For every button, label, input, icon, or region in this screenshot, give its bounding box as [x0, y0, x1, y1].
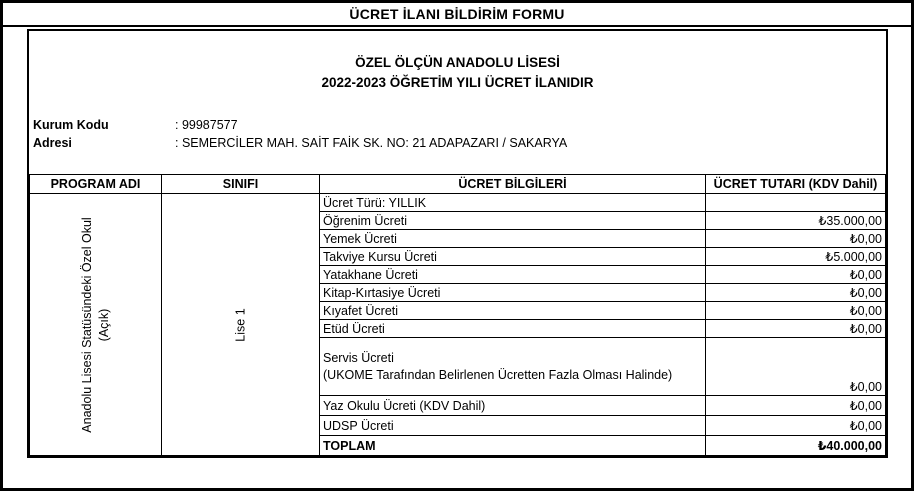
fee-amount: ₺35.000,00	[706, 212, 886, 230]
fee-table	[29, 174, 886, 456]
fee-label: Kıyafet Ücreti	[320, 302, 706, 320]
form-body	[27, 29, 888, 458]
fee-label: Yemek Ücreti	[320, 230, 706, 248]
school-name: ÖZEL ÖLÇÜN ANADOLU LİSESİ	[355, 55, 560, 70]
fee-amount: ₺0,00	[706, 320, 886, 338]
fee-label: Ücret Türü: YILLIK	[320, 194, 706, 212]
fee-amount: ₺0,00	[706, 338, 886, 396]
table-row	[30, 194, 886, 212]
adresi-row	[33, 134, 886, 152]
servis-label-line1: Servis Ücreti	[323, 350, 394, 365]
fee-label: Yaz Okulu Ücreti (KDV Dahil)	[320, 396, 706, 416]
sinif-cell	[162, 194, 320, 456]
header-program-adi: PROGRAM ADI	[30, 175, 162, 194]
fee-label: Yatakhane Ücreti	[320, 266, 706, 284]
adresi-value: : SEMERCİLER MAH. SAİT FAİK SK. NO: 21 ADAPAZARI / SAKARYA	[175, 136, 568, 150]
fee-amount: ₺0,00	[706, 230, 886, 248]
fee-label: Etüd Ücreti	[320, 320, 706, 338]
header-sinifi: SINIFI	[162, 175, 320, 194]
fee-label: Takviye Kursu Ücreti	[320, 248, 706, 266]
program-name-line1: Anadolu Lisesi Statüsündeki Özel Okul	[79, 216, 94, 433]
fee-amount: ₺0,00	[706, 396, 886, 416]
servis-label-line2: (UKOME Tarafından Belirlenen Ücretten Fazla Olması Halinde)	[323, 367, 673, 382]
fee-amount	[706, 194, 886, 212]
header-ucret-tutari: ÜCRET TUTARI (KDV Dahil)	[706, 175, 886, 194]
adresi-label: Adresi	[33, 136, 72, 150]
fee-label: UDSP Ücreti	[320, 416, 706, 436]
kurum-kodu-value: : 99987577	[175, 118, 238, 132]
total-label: TOPLAM	[320, 436, 706, 456]
header-ucret-bilgileri: ÜCRET BİLGİLERİ	[320, 175, 706, 194]
fee-amount: ₺5.000,00	[706, 248, 886, 266]
total-amount: ₺40.000,00	[706, 436, 886, 456]
form-title: ÜCRET İLANI BİLDİRİM FORMU	[3, 3, 911, 27]
school-header	[29, 31, 886, 93]
institution-info	[29, 116, 886, 174]
kurum-kodu-label: Kurum Kodu	[33, 118, 109, 132]
fee-label: Kitap-Kırtasiye Ücreti	[320, 284, 706, 302]
program-name-vertical-text	[79, 185, 113, 465]
kurum-kodu-row	[33, 116, 886, 134]
fee-amount: ₺0,00	[706, 302, 886, 320]
program-name-line2: (Açık)	[96, 308, 111, 341]
fee-amount: ₺0,00	[706, 266, 886, 284]
sinif-vertical-text: Lise 1	[233, 307, 247, 342]
fee-label: Öğrenim Ücreti	[320, 212, 706, 230]
fee-amount: ₺0,00	[706, 416, 886, 436]
fee-amount: ₺0,00	[706, 284, 886, 302]
form-subtitle: 2022-2023 ÖĞRETİM YILI ÜCRET İLANIDIR	[321, 75, 594, 90]
program-name-cell	[30, 194, 162, 456]
fee-label-servis	[320, 338, 706, 396]
fee-table-header-row	[30, 175, 886, 194]
